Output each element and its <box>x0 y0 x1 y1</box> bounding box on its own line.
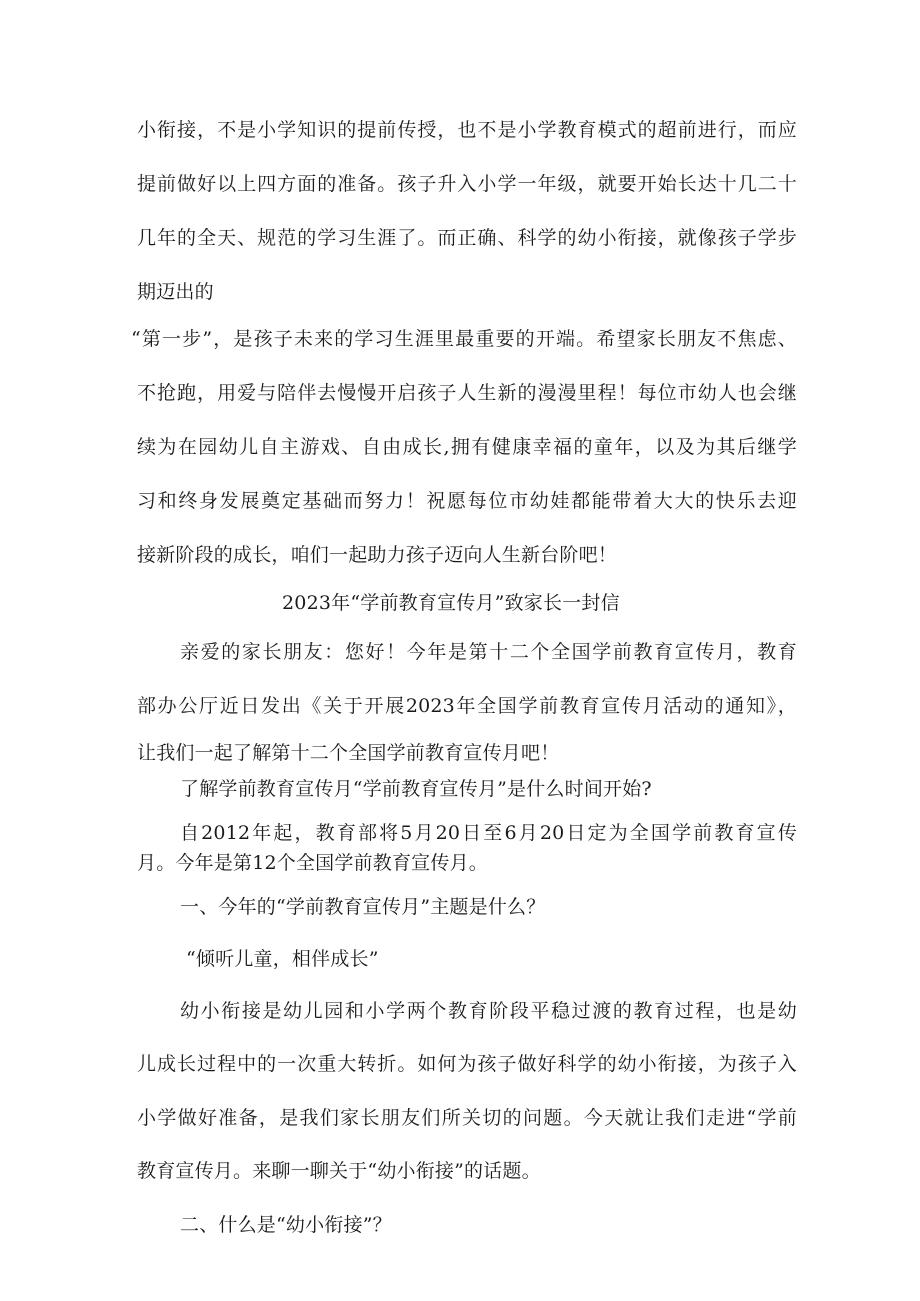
section-question: 了解学前教育宣传月“学前教育宣传月”是什么时间开始? <box>180 778 652 800</box>
paragraph-line: 亲爱的家长朋友：您好！今年是第十二个全国学前教育宣传月，教育 <box>180 641 797 663</box>
letter-title: 2023年“学前教育宣传月”致家长一封信 <box>282 592 620 614</box>
paragraph-line: 教育宣传月。来聊一聊关于“幼小衔接”的话题。 <box>137 1160 541 1182</box>
paragraph-line: 小学做好准备，是我们家长朋友们所关切的问题。今天就让我们走进“学前 <box>137 1107 797 1129</box>
paragraph-line: 提前做好以上四方面的准备。孩子升入小学一年级，就要开始长达十几二十 <box>137 173 797 195</box>
paragraph-line: 续为在园幼儿自主游戏、自由成长,拥有健康幸福的童年，以及为其后继学 <box>137 436 797 458</box>
section-heading-1: 一、今年的“学前教育宣传月”主题是什么？ <box>180 896 546 918</box>
paragraph-line: 月。今年是第12个全国学前教育宣传月。 <box>137 852 488 874</box>
paragraph-line: 自2012年起，教育部将5月20日至6月20日定为全国学前教育宣传 <box>180 822 797 844</box>
paragraph-line: 儿成长过程中的一次重大转折。如何为孩子做好科学的幼小衔接，为孩子入 <box>137 1053 797 1075</box>
paragraph-line: 让我们一起了解第十二个全国学前教育宣传月吧！ <box>137 742 560 764</box>
paragraph-line: 期迈出的 <box>137 281 214 303</box>
paragraph-line: “第一步”，是孩子未来的学习生涯里最重要的开端。希望家长朋友不焦虑、 <box>131 328 797 350</box>
paragraph-line: 几年的全天、规范的学习生涯了。而正确、科学的幼小衔接，就像孩子学步 <box>137 227 797 249</box>
paragraph-line: 幼小衔接是幼儿园和小学两个教育阶段平稳过渡的教育过程，也是幼 <box>180 1000 797 1022</box>
theme-quote: “倾听儿童，相伴成长” <box>186 948 379 970</box>
paragraph-line: 小衔接，不是小学知识的提前传授，也不是小学教育模式的超前进行，而应 <box>137 119 797 141</box>
paragraph-line: 部办公厅近日发出《关于开展2023年全国学前教育宣传月活动的通知》， <box>137 695 797 717</box>
paragraph-line: 不抢跑，用爱与陪伴去慢慢开启孩子人生新的漫漫里程！每位市幼人也会继 <box>137 382 797 404</box>
section-heading-2: 二、什么是“幼小衔接”？ <box>180 1214 392 1236</box>
paragraph-line: 习和终身发展奠定基础而努力！祝愿每位市幼娃都能带着大大的快乐去迎 <box>137 490 797 512</box>
paragraph-line: 接新阶段的成长，咱们一起助力孩子迈向人生新台阶吧！ <box>137 544 618 566</box>
